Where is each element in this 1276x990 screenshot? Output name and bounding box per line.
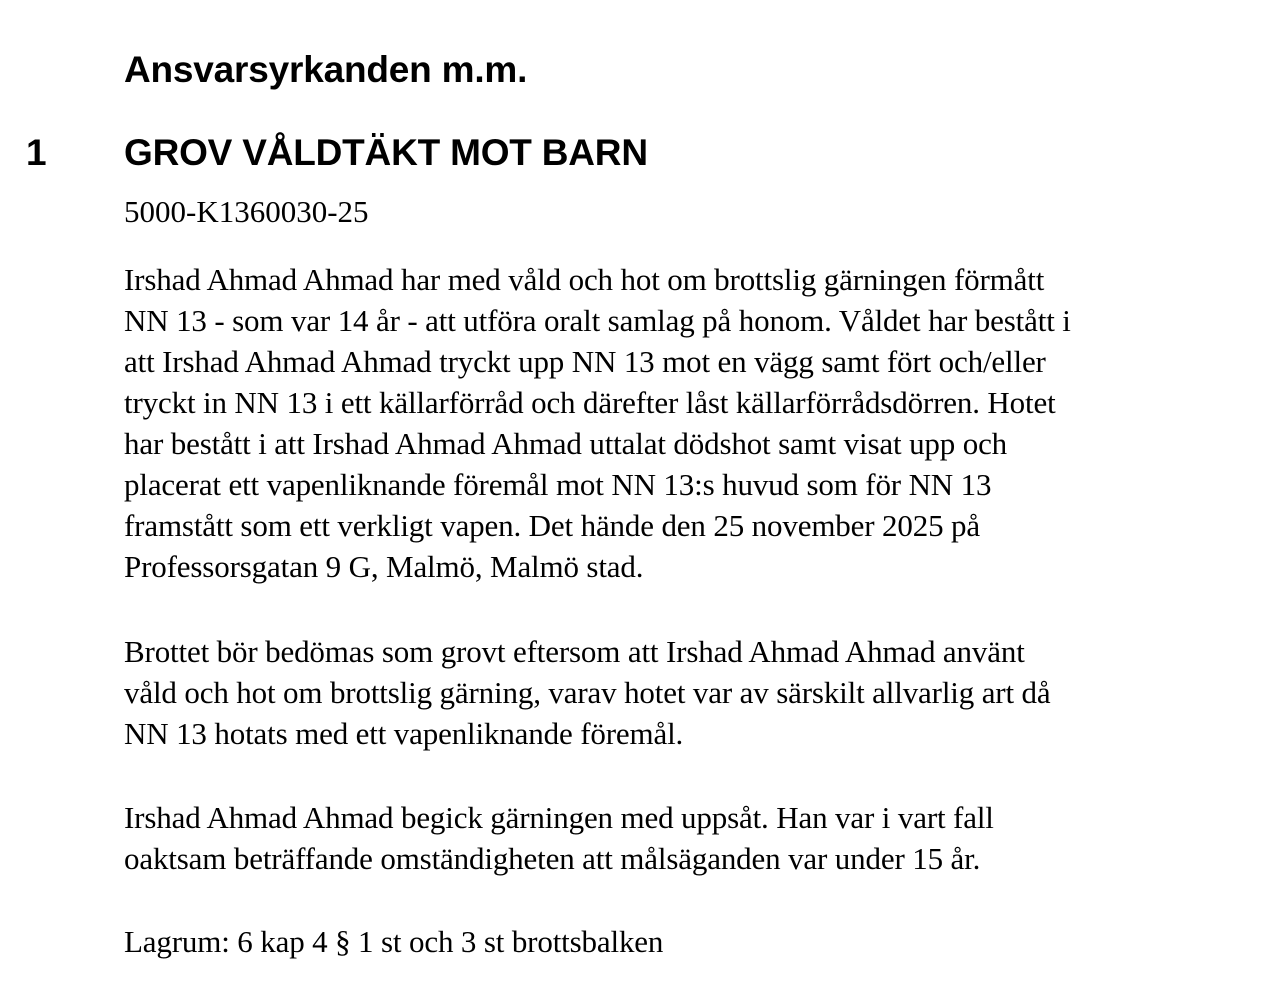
paragraph-line: våld och hot om brottslig gärning, varav hotet var av särskilt allvarlig art då xyxy=(124,675,1051,710)
paragraph-line: Irshad Ahmad Ahmad begick gärningen med uppsåt. Han var i vart fall xyxy=(124,800,994,835)
paragraph-line: att Irshad Ahmad Ahmad tryckt upp NN 13 mot en vägg samt fört och/eller xyxy=(124,344,1046,379)
paragraph-line: NN 13 hotats med ett vapenliknande föremål. xyxy=(124,716,684,751)
paragraph-line: placerat ett vapenliknande föremål mot NN 13:s huvud som för NN 13 xyxy=(124,467,992,502)
charge-description-paragraph xyxy=(124,259,1264,587)
paragraph-line: Brottet bör bedömas som grovt eftersom att Irshad Ahmad Ahmad använt xyxy=(124,634,1025,669)
case-number: 5000-K1360030-25 xyxy=(124,194,369,229)
paragraph-line: Irshad Ahmad Ahmad har med våld och hot om brottslig gärningen förmått xyxy=(124,262,1045,297)
paragraph-line: framstått som ett verkligt vapen. Det hände den 25 november 2025 på xyxy=(124,508,980,543)
paragraph-line: Professorsgatan 9 G, Malmö, Malmö stad. xyxy=(124,549,644,584)
paragraph-line: NN 13 - som var 14 år - att utföra oralt samlag på honom. Våldet har bestått i xyxy=(124,303,1071,338)
paragraph-line: har bestått i att Irshad Ahmad Ahmad uttalat dödshot samt visat upp och xyxy=(124,426,1008,461)
legal-basis-paragraph xyxy=(124,921,1264,962)
section-title: Ansvarsyrkanden m.m. xyxy=(124,49,528,90)
paragraph-line: oaktsam beträffande omständigheten att målsäganden var under 15 år. xyxy=(124,841,981,876)
paragraph-line: Lagrum: 6 kap 4 § 1 st och 3 st brottsbalken xyxy=(124,924,664,959)
intent-paragraph xyxy=(124,797,1264,879)
paragraph-line: tryckt in NN 13 i ett källarförråd och därefter låst källarförrådsdörren. Hotet xyxy=(124,385,1056,420)
charge-title: GROV VÅLDTÄKT MOT BARN xyxy=(124,132,648,173)
aggravation-paragraph xyxy=(124,631,1264,754)
charge-number: 1 xyxy=(26,132,47,173)
